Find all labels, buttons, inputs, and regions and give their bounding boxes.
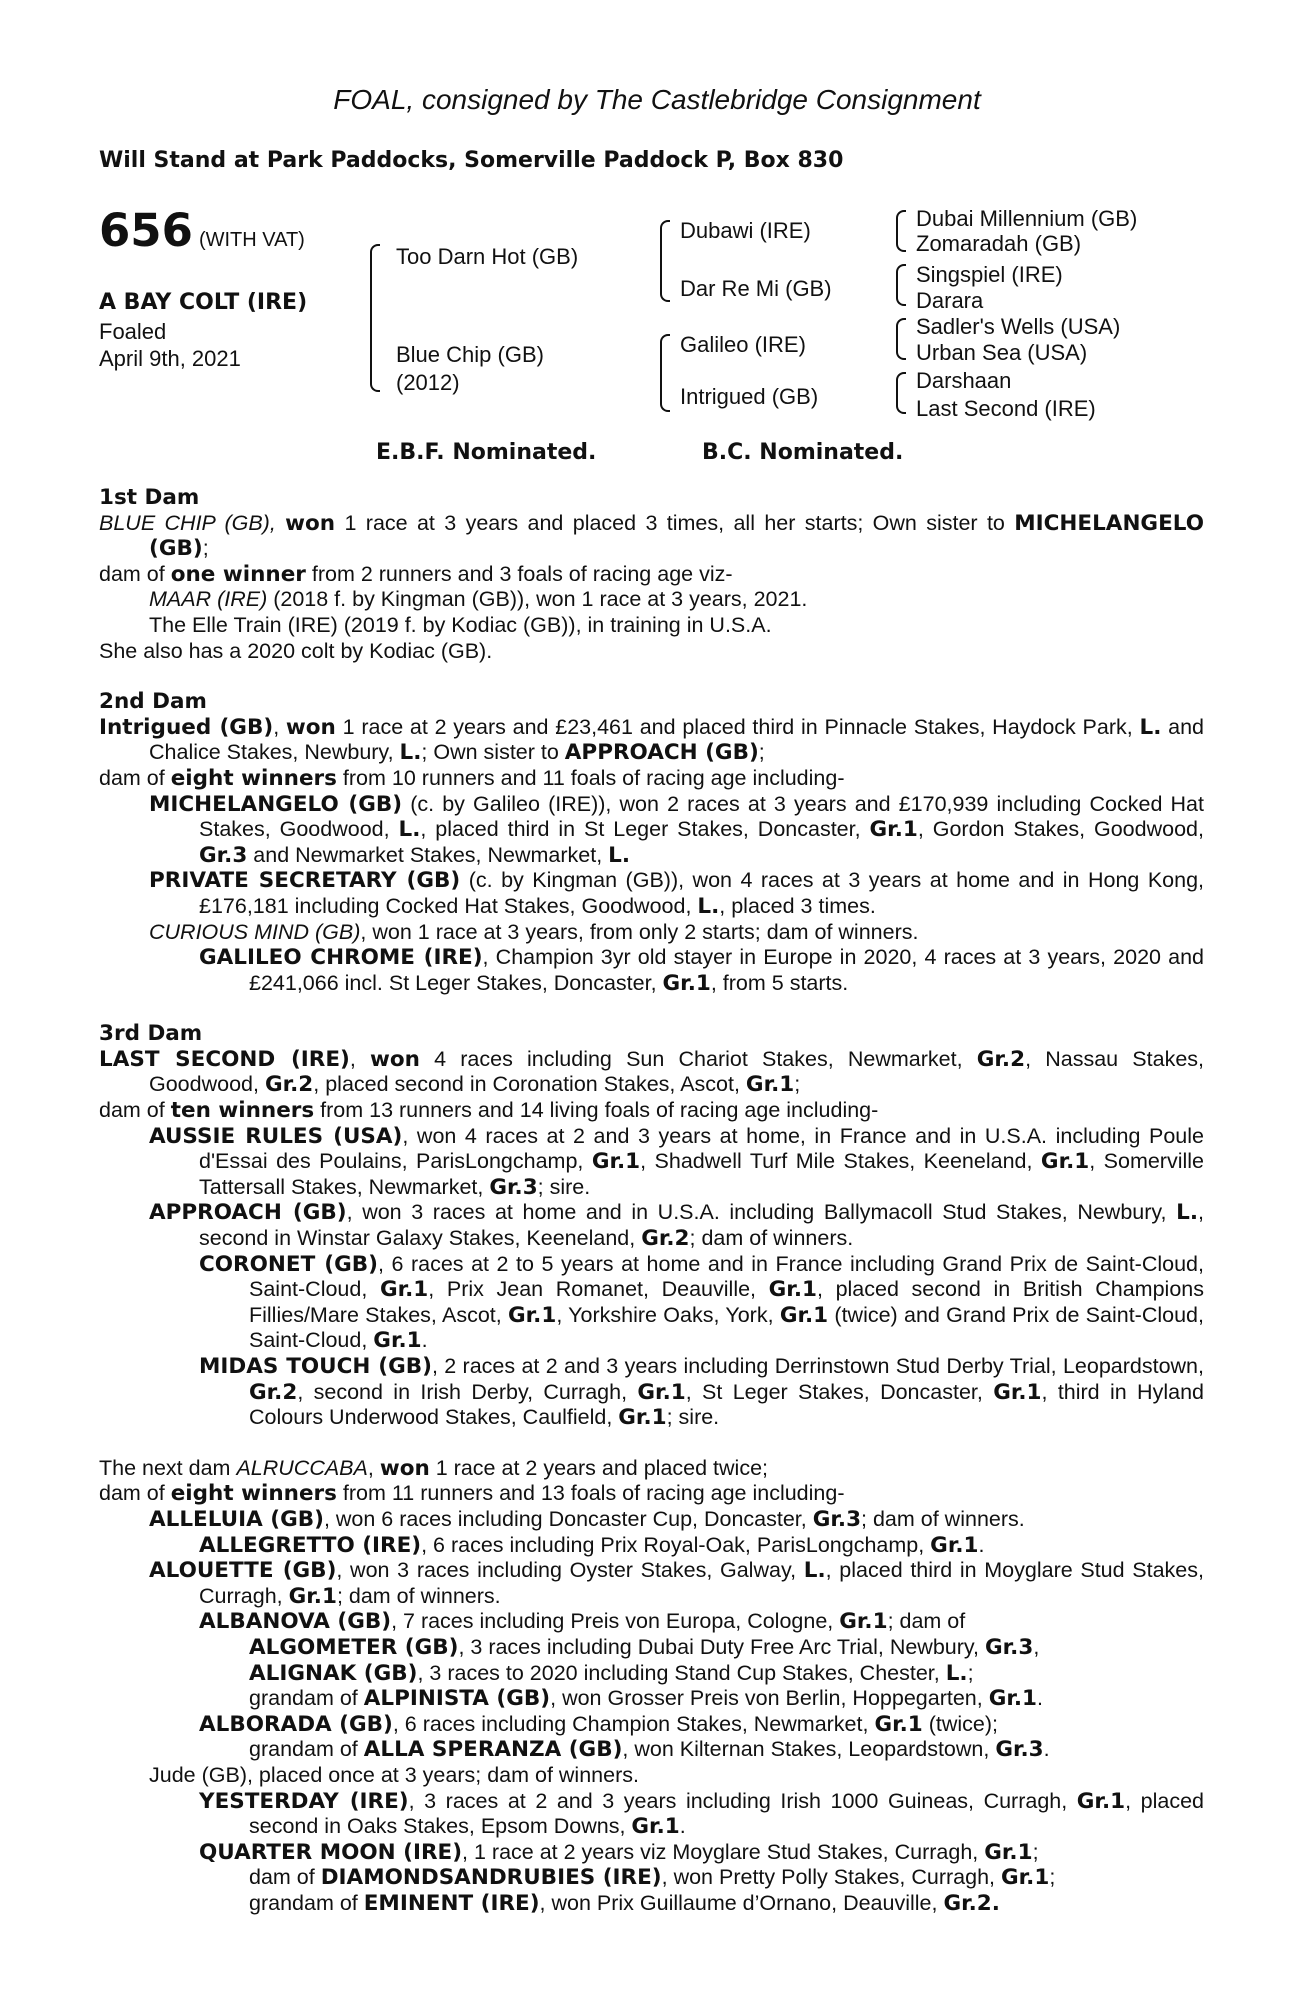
text: dam of: [99, 1481, 171, 1506]
produce-name: ALGOMETER (GB): [249, 1634, 459, 1660]
grade: L.: [399, 740, 422, 766]
text: from 10 runners and 11 foals of racing age including-: [336, 765, 845, 790]
text: , St Leger Stakes, Doncaster,: [685, 1379, 994, 1404]
won-text: won: [379, 1455, 430, 1481]
punct: .: [421, 1328, 428, 1353]
text: , Gordon Stakes, Goodwood,: [917, 817, 1204, 842]
produce-item: [99, 1737, 1204, 1763]
grade: Gr.1: [874, 1711, 923, 1737]
text: dam of: [99, 765, 171, 790]
grade: Gr.1: [1040, 1149, 1090, 1175]
winners-count: ten winners: [170, 1098, 315, 1124]
text: , Yorkshire Oaks, York,: [556, 1302, 780, 1327]
produce-item: [99, 1712, 1204, 1738]
text: ; Own sister to: [421, 740, 565, 765]
grade: Gr.1: [745, 1072, 795, 1098]
produce-name: ALLA SPERANZA (GB): [363, 1737, 623, 1763]
produce-name: PRIVATE SECRETARY (GB): [149, 868, 461, 894]
stand-location: Will Stand at Park Paddocks, Somerville Paddock P, Box 830: [99, 148, 844, 173]
pedigree-dam-sire: Galileo (IRE): [680, 332, 806, 357]
grade: Gr.1: [988, 1686, 1038, 1712]
third-dam-line: [99, 1047, 1204, 1098]
horse-name: A BAY COLT (IRE): [99, 290, 308, 315]
first-dam-line: [99, 511, 1204, 562]
text: ; dam of winners.: [689, 1226, 854, 1251]
produce-item: [99, 792, 1204, 869]
pedigree-brace-g1: [896, 210, 906, 252]
text: dam of: [99, 561, 171, 586]
pedigree-brace-g3: [896, 318, 906, 360]
first-dam-produce: [99, 562, 1204, 588]
won-text: won: [285, 714, 336, 740]
grade: Gr.1: [637, 1379, 686, 1405]
pedigree-g6: Urban Sea (USA): [916, 340, 1088, 365]
grade: Gr.1: [288, 1583, 337, 1609]
grade: Gr.1: [1001, 1865, 1050, 1891]
next-dam-line: [99, 1456, 1204, 1482]
pedigree-dam: Blue Chip (GB): [396, 342, 544, 367]
punct: .: [978, 1532, 985, 1557]
won-text: won: [285, 510, 336, 536]
pedigree-g8: Last Second (IRE): [916, 396, 1096, 421]
grade: Gr.1: [379, 1277, 429, 1303]
text: , won 3 races including Oyster Stakes, Galway,: [336, 1558, 804, 1583]
text: , placed third in St Leger Stakes, Doncaster,: [420, 817, 870, 842]
dam-name: LAST SECOND (IRE): [99, 1046, 350, 1072]
grade: Gr.3: [812, 1506, 862, 1532]
next-dam-produce: [99, 1481, 1204, 1507]
produce-name: APPROACH (GB): [149, 1200, 347, 1226]
pedigree-g5: Sadler's Wells (USA): [916, 314, 1121, 339]
pedigree-g3: Singspiel (IRE): [916, 262, 1063, 287]
produce-item: [99, 587, 1204, 613]
text: ; dam of: [887, 1609, 966, 1634]
text: , Champion 3yr old stayer in Europe in 2020, 4 races at 3 years, 2020 and £241,066 incl. St Leger Stakes, Doncaster,: [249, 945, 1205, 995]
produce-item: [99, 1609, 1204, 1635]
punct: ;: [794, 1072, 801, 1097]
produce-item: [99, 1200, 1204, 1251]
text: The next dam: [99, 1455, 237, 1480]
pedigree-sire-dam: Dar Re Mi (GB): [680, 276, 832, 301]
text: ; dam of winners.: [861, 1506, 1025, 1531]
text: 4 races including Sun Chariot Stakes, Newmarket,: [419, 1046, 977, 1071]
text: , won 4 races at 2 and 3 years at home, in France and in U.S.A. including Poule d'Essai des Poulains, ParisLongchamp,: [199, 1123, 1204, 1174]
text: , second in Irish Derby, Curragh,: [297, 1379, 638, 1404]
second-dam-line: [99, 715, 1204, 766]
text: , second in Winstar Galaxy Stakes, Keeneland,: [199, 1200, 1204, 1251]
text: , Nassau Stakes, Goodwood,: [149, 1046, 1204, 1097]
text: (c. by Galileo (IRE)), won 2 races at 3 years and £170,939 including Cocked Hat Stakes, Goodwood,: [199, 791, 1204, 842]
produce-item: Jude (GB), placed once at 3 years; dam of winners.: [149, 1762, 639, 1787]
produce-name: ALIGNAK (GB): [249, 1660, 418, 1686]
pedigree-brace-dam: [660, 334, 670, 412]
text: , 7 races including Preis von Europa, Cologne,: [391, 1609, 840, 1634]
grade: L.: [803, 1558, 826, 1584]
produce-name: QUARTER MOON (IRE): [199, 1839, 463, 1865]
text: , 2 races at 2 and 3 years including Derrinstown Stud Derby Trial, Leopardstown,: [431, 1354, 1204, 1378]
text: ; sire.: [666, 1405, 720, 1430]
race-text: 1 race at 3 years and placed 3 times, all her starts; Own sister to: [335, 510, 1015, 535]
text: from 2 runners and 3 foals of racing age viz-: [305, 561, 733, 586]
produce-name: ALLEGRETTO (IRE): [199, 1532, 422, 1558]
text: , won Pretty Polly Stakes, Curragh,: [661, 1865, 1001, 1890]
first-dam-heading: 1st Dam: [99, 485, 200, 510]
third-dam-produce: [99, 1098, 1204, 1124]
text: , 6 races including Prix Royal-Oak, ParisLongchamp,: [421, 1532, 931, 1557]
grade: Gr.1: [768, 1277, 817, 1303]
produce-name: MIDAS TOUCH (GB): [199, 1354, 432, 1379]
pedigree-sire: Too Darn Hot (GB): [396, 244, 579, 269]
text: , Prix Jean Romanet, Deauville,: [428, 1277, 769, 1302]
punct: ,: [273, 714, 286, 739]
produce-item: The Elle Train (IRE) (2019 f. by Kodiac (GB)), in training in U.S.A.: [149, 612, 772, 637]
grade: Gr.1: [631, 1814, 680, 1840]
text: from 13 runners and 14 living foals of racing age including-: [314, 1098, 879, 1123]
produce-name: EMINENT (IRE): [363, 1890, 540, 1916]
produce-name: MAAR (IRE): [149, 587, 268, 612]
punct: ;: [1032, 1839, 1039, 1864]
text: grandam of: [249, 1686, 364, 1711]
text: , won Kilternan Stakes, Leopardstown,: [622, 1737, 996, 1762]
grade: Gr.1: [984, 1839, 1033, 1865]
produce-name: DIAMONDSANDRUBIES (IRE): [320, 1865, 662, 1891]
text: , 3 races to 2020 including Stand Cup Stakes, Chester,: [417, 1660, 946, 1685]
produce-item: [99, 1789, 1204, 1840]
grade: L.: [1176, 1200, 1199, 1226]
text: ; sire.: [537, 1174, 591, 1199]
grade: Gr.1: [508, 1302, 557, 1328]
text: , 3 races at 2 and 3 years including Irish 1000 Guineas, Curragh,: [408, 1788, 1077, 1813]
grade: Gr.1: [839, 1609, 888, 1635]
grade: Gr.3: [995, 1737, 1044, 1763]
produce-item: [99, 920, 1204, 946]
next-dam-section: [99, 1456, 1204, 1917]
text: , won 6 races including Doncaster Cup, Doncaster,: [323, 1506, 813, 1531]
produce-name: ALLELUIA (GB): [149, 1506, 324, 1532]
text: dam of: [99, 1098, 171, 1123]
text: , placed second in Coronation Stakes, Ascot,: [313, 1072, 746, 1097]
dam-name: Intrigued (GB): [99, 714, 274, 740]
punct: ,: [349, 1046, 370, 1071]
grade: Gr.2.: [943, 1890, 1000, 1916]
text: and Newmarket Stakes, Newmarket,: [247, 842, 609, 867]
foaled-info: [99, 318, 241, 372]
text: ; dam of winners.: [336, 1583, 501, 1608]
punct: ;: [758, 740, 765, 765]
text: (twice) and Grand Prix de Saint-Cloud, Saint-Cloud,: [249, 1302, 1204, 1353]
grade: Gr.2: [976, 1046, 1026, 1072]
grade: L.: [697, 893, 720, 919]
pedigree-g4: Darara: [916, 288, 984, 313]
grade: Gr.3: [985, 1634, 1034, 1660]
produce-name: CURIOUS MIND (GB): [149, 919, 361, 944]
text: , won 1 race at 3 years, from only 2 starts; dam of winners.: [360, 919, 919, 944]
punct: ;: [1049, 1865, 1056, 1890]
text: (twice);: [922, 1711, 998, 1736]
produce-item: [99, 1507, 1204, 1533]
grade: Gr.1: [869, 817, 918, 843]
text: , won 3 races at home and in U.S.A. including Ballymacoll Stud Stakes, Newbury,: [346, 1200, 1177, 1225]
grade: L.: [398, 817, 421, 843]
text: , from 5 starts.: [710, 970, 849, 995]
pedigree-g2: Zomaradah (GB): [916, 231, 1082, 256]
grade: Gr.2: [249, 1379, 298, 1405]
produce-item: [99, 1252, 1204, 1354]
punct: ;: [202, 536, 209, 561]
foaled-label: Foaled: [99, 319, 167, 344]
produce-item: [99, 1661, 1204, 1687]
first-dam-section: [99, 485, 1204, 664]
produce-text: (2018 f. by Kingman (GB)), won 1 race at 3 years, 2021.: [267, 587, 808, 612]
produce-item: [99, 1533, 1204, 1559]
foaled-date: April 9th, 2021: [99, 346, 241, 371]
produce-name: ALPINISTA (GB): [363, 1686, 551, 1712]
ebf-nominated: E.B.F. Nominated.: [376, 440, 597, 465]
produce-item: [99, 945, 1204, 996]
second-dam-produce: [99, 766, 1204, 792]
produce-note: She also has a 2020 colt by Kodiac (GB).: [99, 638, 493, 663]
grade: Gr.1: [779, 1302, 829, 1328]
text: 1 race at 2 years and £23,461 and placed third in Pinnacle Stakes, Haydock Park,: [335, 714, 1140, 739]
produce-name: AUSSIE RULES (USA): [149, 1123, 403, 1149]
winners-count: eight winners: [170, 1481, 337, 1507]
pedigree-brace-g2: [896, 264, 906, 306]
punct: .: [1037, 1686, 1043, 1711]
punct: .: [1043, 1737, 1050, 1762]
grade: Gr.1: [591, 1149, 641, 1175]
grade: L.: [1139, 714, 1162, 740]
produce-name: YESTERDAY (IRE): [199, 1788, 409, 1814]
second-dam-section: [99, 689, 1204, 996]
sibling-name: APPROACH (GB): [564, 740, 759, 766]
pedigree-brace-main: [370, 244, 380, 392]
grade: L.: [608, 842, 631, 868]
produce-name: ALBORADA (GB): [199, 1711, 393, 1737]
produce-item: [99, 1354, 1204, 1431]
third-dam-section: [99, 1021, 1204, 1431]
text: , 1 race at 2 years viz Moyglare Stud Stakes, Curragh,: [462, 1839, 985, 1864]
text: grandam of: [249, 1890, 364, 1915]
produce-item: [99, 1840, 1204, 1866]
produce-item: [99, 1891, 1204, 1917]
won-text: won: [370, 1046, 420, 1072]
produce-item: [99, 1865, 1204, 1891]
produce-name: ALBANOVA (GB): [199, 1609, 392, 1635]
grade: L.: [945, 1660, 968, 1686]
vat-note: (WITH VAT): [198, 229, 305, 251]
grade: Gr.1: [662, 970, 711, 996]
text: , placed second in Oaks Stakes, Epsom Downs,: [249, 1788, 1204, 1839]
text: , Somerville Tattersall Stakes, Newmarket,: [199, 1149, 1205, 1199]
produce-item: [99, 1558, 1204, 1609]
grade: Gr.3: [489, 1174, 538, 1200]
grade: Gr.2: [264, 1072, 314, 1098]
text: grandam of: [249, 1737, 364, 1762]
dam-name: ALRUCCABA: [236, 1455, 368, 1480]
pedigree-notes: [99, 485, 1204, 1916]
text: , third in Hyland Colours Underwood Stakes, Caulfield,: [249, 1379, 1204, 1430]
text: , 6 races including Champion Stakes, Newmarket,: [392, 1711, 875, 1736]
lot-number: [99, 204, 305, 257]
text: , won Prix Guillaume d’Ornano, Deauville,: [539, 1890, 944, 1915]
pedigree-g7: Darshaan: [916, 368, 1012, 393]
lot-number-value: 656: [99, 204, 193, 257]
grade: Gr.1: [1076, 1788, 1126, 1814]
text: 1 race at 2 years and placed twice;: [429, 1455, 768, 1480]
sibling-name: MICHELANGELO (GB): [149, 510, 1204, 562]
produce-name: ALOUETTE (GB): [149, 1558, 337, 1584]
produce-name: GALILEO CHROME (IRE): [199, 945, 483, 971]
produce-item: [99, 868, 1204, 919]
second-dam-heading: 2nd Dam: [99, 689, 207, 715]
pedigree-g1: Dubai Millennium (GB): [916, 206, 1138, 231]
text: , Shadwell Turf Mile Stakes, Keeneland,: [640, 1149, 1041, 1174]
grade: Gr.1: [618, 1405, 667, 1431]
grade: Gr.1: [930, 1532, 979, 1558]
pedigree-brace-g4: [896, 372, 906, 414]
text: , 6 races at 2 to 5 years at home and in France including Grand Prix de Saint-Cloud, Saint-Cloud,: [249, 1251, 1204, 1302]
produce-item: [99, 1635, 1204, 1661]
pedigree-brace-sire: [660, 220, 670, 302]
produce-name: MICHELANGELO (GB): [149, 791, 403, 817]
pedigree-dam-dam: Intrigued (GB): [680, 384, 819, 409]
pedigree-dam-year: (2012): [396, 370, 460, 395]
grade: Gr.1: [373, 1328, 422, 1354]
grade: Gr.1: [993, 1379, 1042, 1405]
winners-count: one winner: [170, 561, 306, 587]
pedigree-sire-sire: Dubawi (IRE): [680, 218, 811, 243]
text: and Chalice Stakes, Newbury,: [149, 714, 1204, 765]
text: (c. by Kingman (GB)), won 4 races at 3 years at home and in Hong Kong, £176,181 including Cocked Hat Stakes, Goodwood,: [199, 868, 1205, 918]
text: , won Grosser Preis von Berlin, Hoppegarten,: [550, 1686, 989, 1711]
produce-item: [99, 1124, 1204, 1201]
text: , 3 races including Dubai Duty Free Arc Trial, Newbury,: [458, 1634, 985, 1659]
text: , placed second in British Champions Fillies/Mare Stakes, Ascot,: [249, 1277, 1204, 1327]
produce-name: CORONET (GB): [199, 1251, 378, 1277]
grade: Gr.3: [199, 842, 248, 868]
consignor-line: FOAL, consigned by The Castlebridge Consignment: [333, 84, 981, 115]
produce-item: [99, 1686, 1204, 1712]
dam-name: BLUE CHIP (GB),: [99, 510, 276, 535]
third-dam-heading: 3rd Dam: [99, 1021, 203, 1047]
punct: ,: [367, 1455, 380, 1480]
punct: ,: [1033, 1634, 1040, 1659]
punct: .: [679, 1814, 686, 1839]
text: , placed third in Moyglare Stud Stakes, Curragh,: [199, 1558, 1204, 1608]
text: dam of: [249, 1865, 321, 1890]
text: from 11 runners and 13 foals of racing age including-: [336, 1481, 845, 1506]
punct: ;: [967, 1660, 974, 1685]
text: , placed 3 times.: [719, 893, 876, 918]
grade: Gr.2: [641, 1226, 690, 1252]
winners-count: eight winners: [170, 765, 337, 791]
bc-nominated: B.C. Nominated.: [702, 440, 904, 465]
